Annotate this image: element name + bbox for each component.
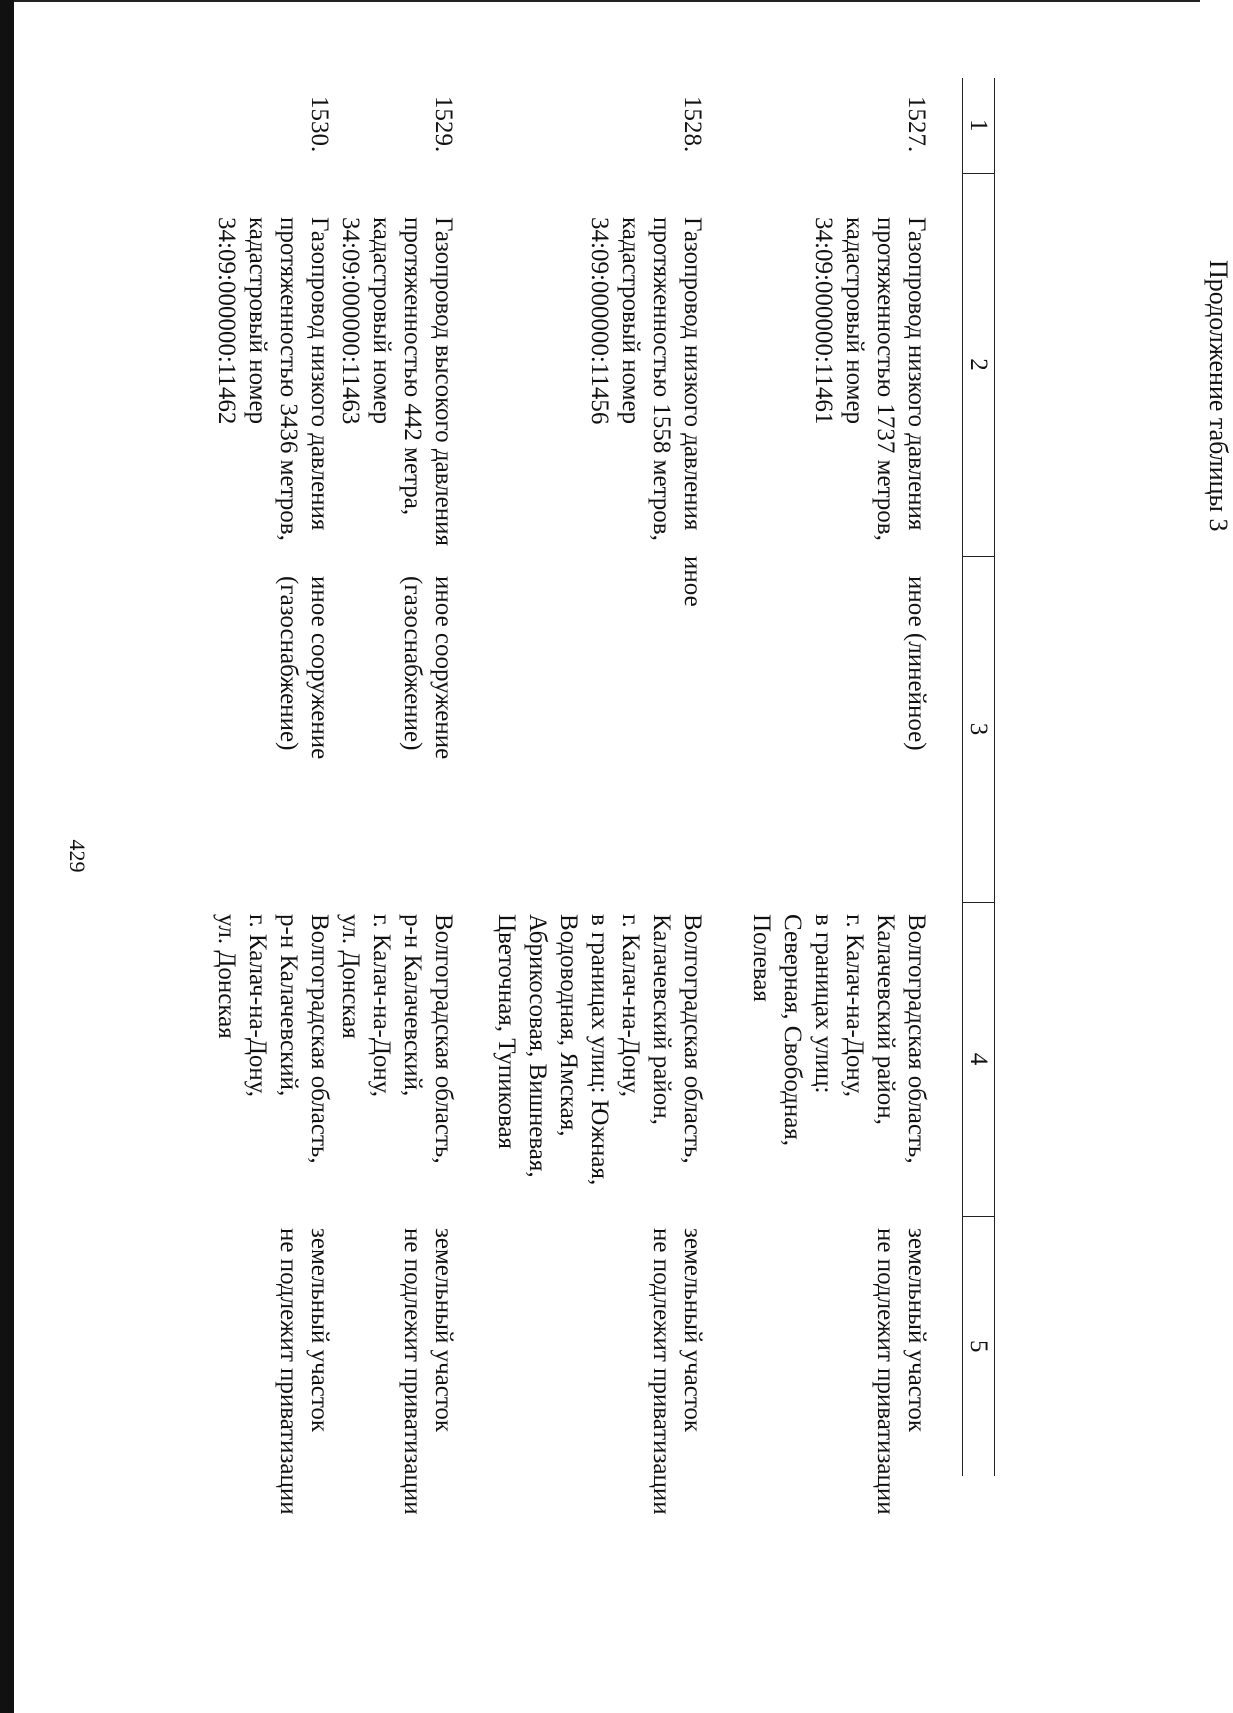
object-note: земельный участок не подлежит приватизации: [275, 1228, 333, 1515]
object-kind: иное сооружение (газоснабжение): [399, 576, 457, 760]
object-note: земельный участок не подлежит приватизации: [872, 1228, 930, 1515]
object-address: Волгоградская область, р-н Калачевский, г. Калач-на-Дону, ул. Донская: [337, 914, 457, 1164]
table-row: [175, 78, 335, 1476]
object-kind: иное: [679, 556, 706, 607]
header-col-3: 3: [963, 556, 995, 902]
object-description: Газопровод низкого давления протяженностью 1558 метров, кадастровый номер 34:09:000000:11456: [586, 217, 706, 541]
table-header-row: [963, 78, 995, 1476]
header-col-5: 5: [963, 1216, 995, 1476]
row-number: 1527.: [903, 96, 930, 153]
page-number: 429: [65, 839, 90, 873]
header-col-2: 2: [963, 173, 995, 556]
header-col-1: 1: [963, 78, 995, 173]
object-description: Газопровод низкого давления протяженностью 1737 метров, кадастровый номер 34:09:000000:11461: [810, 217, 930, 541]
property-table: [175, 78, 995, 1515]
row-number: 1530.: [306, 96, 333, 153]
object-description: Газопровод низкого давления протяженностью 3436 метров, кадастровый номер 34:09:000000:11462: [213, 217, 333, 541]
table-row: [746, 78, 963, 1476]
table-row: [335, 78, 491, 1476]
object-description: Газопровод высокого давления протяженностью 442 метра, кадастровый номер 34:09:000000:11463: [337, 217, 457, 546]
object-address: Волгоградская область, р-н Калачевский, г. Калач-на-Дону, ул. Донская: [213, 914, 333, 1164]
table-continuation-label: Продолжение таблицы 3: [1204, 260, 1233, 532]
table-row: [491, 78, 746, 1476]
object-kind: иное сооружение (газоснабжение): [275, 576, 333, 760]
object-address: Волгоградская область, Калачевский район, г. Калач-на-Дону, в границах улиц: Северная, Свободная, Полевая: [748, 914, 930, 1164]
object-address: Волгоградская область, Калачевский район, г. Калач-на-Дону, в границах улиц: Южная, Водоводная, Ямская, Абрикосовая, Вишневая, Цветочная, Тупиковая: [493, 914, 706, 1186]
header-col-4: 4: [963, 902, 995, 1216]
row-number: 1528.: [679, 96, 706, 153]
object-note: земельный участок не подлежит приватизации: [399, 1228, 457, 1515]
object-kind: иное (линейное): [903, 576, 930, 751]
row-number: 1529.: [430, 96, 457, 153]
object-note: земельный участок не подлежит приватизации: [648, 1228, 706, 1515]
